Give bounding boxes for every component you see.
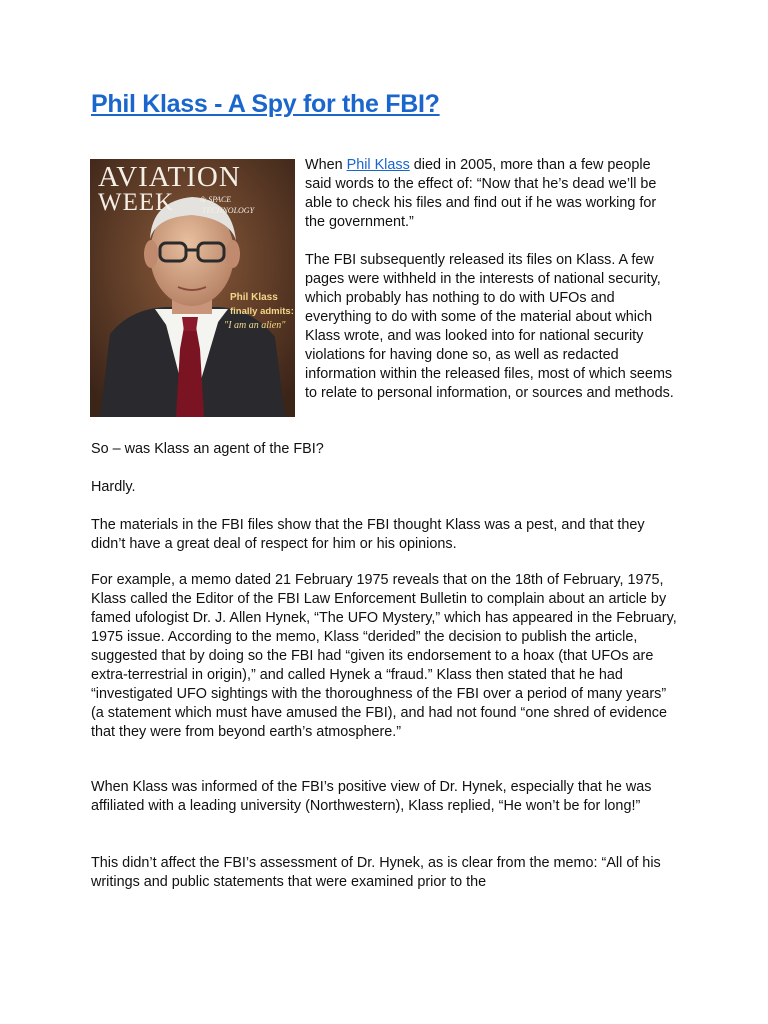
magazine-cover-image — [90, 159, 295, 417]
masthead-sub1: & SPACE — [200, 195, 232, 204]
paragraph-7: When Klass was informed of the FBI’s positive view of Dr. Hynek, especially that he was affiliated with a leading university (Northwestern), Klass replied, “He won’t be for long!” — [91, 779, 652, 814]
paragraph-6: For example, a memo dated 21 February 1975 reveals that on the 18th of February, 1975, Klass called the Editor of the FBI Law Enforcement Bulletin to complain about an article by famed ufologist Dr. J. Allen Hynek, “The UFO Mystery,” which has appeared in the February, 1975 issue. According to the memo, Klass “derided” the decision to publish the article, suggested that by doing so the FBI had “given its endorsement to a hoax (that UFOs are extra-terrestrial in origin),” and called Hynek a “fraud.” Klass then stated that he had “investigated UFO sightings with the thoroughness of the FBI over a period of many years” (a statement which must have amused the FBI), and had not found “one shred of evidence that they were from beyond earth’s atmosphere.” — [91, 572, 677, 740]
paragraph-4: Hardly. — [91, 479, 136, 495]
masthead-line2: WEEK — [98, 189, 175, 216]
article-title-link[interactable]: Phil Klass - A Spy for the FBI? — [91, 90, 440, 118]
cover-caption-1: Phil Klass — [230, 292, 278, 303]
phil-klass-link[interactable]: Phil Klass — [346, 157, 410, 173]
cover-caption-2: finally admits: — [230, 306, 294, 317]
paragraph-2: The FBI subsequently released its files on Klass. A few pages were withheld in the interests of national security, which probably has nothing to do with UFOs and everything to do with some of the material about which Klass wrote, and was looked into for national security violations for having done so, as well as redacted information within the released files, most of which seems to relate to personal information, or sources and methods. — [305, 252, 674, 401]
paragraph-5: The materials in the FBI files show that the FBI thought Klass was a pest, and that they didn’t have a great deal of respect for him or his opinions. — [91, 517, 645, 552]
cover-caption-3: "I am an alien" — [224, 320, 286, 331]
masthead-line1: AVIATION — [98, 161, 241, 193]
masthead-sub2: TECHNOLOGY — [202, 206, 255, 215]
paragraph-1 — [305, 156, 680, 232]
paragraph-1-before: When — [305, 157, 347, 173]
paragraph-1-after: died in 2005, more than a few people said words to the effect of: “Now that he’s dead we’ll be able to check his files and find out if he was working for the government.” — [305, 157, 657, 230]
paragraph-3: So – was Klass an agent of the FBI? — [91, 441, 324, 457]
paragraph-8: This didn’t affect the FBI’s assessment of Dr. Hynek, as is clear from the memo: “All of his writings and public statements that were examined prior to the — [91, 855, 661, 890]
